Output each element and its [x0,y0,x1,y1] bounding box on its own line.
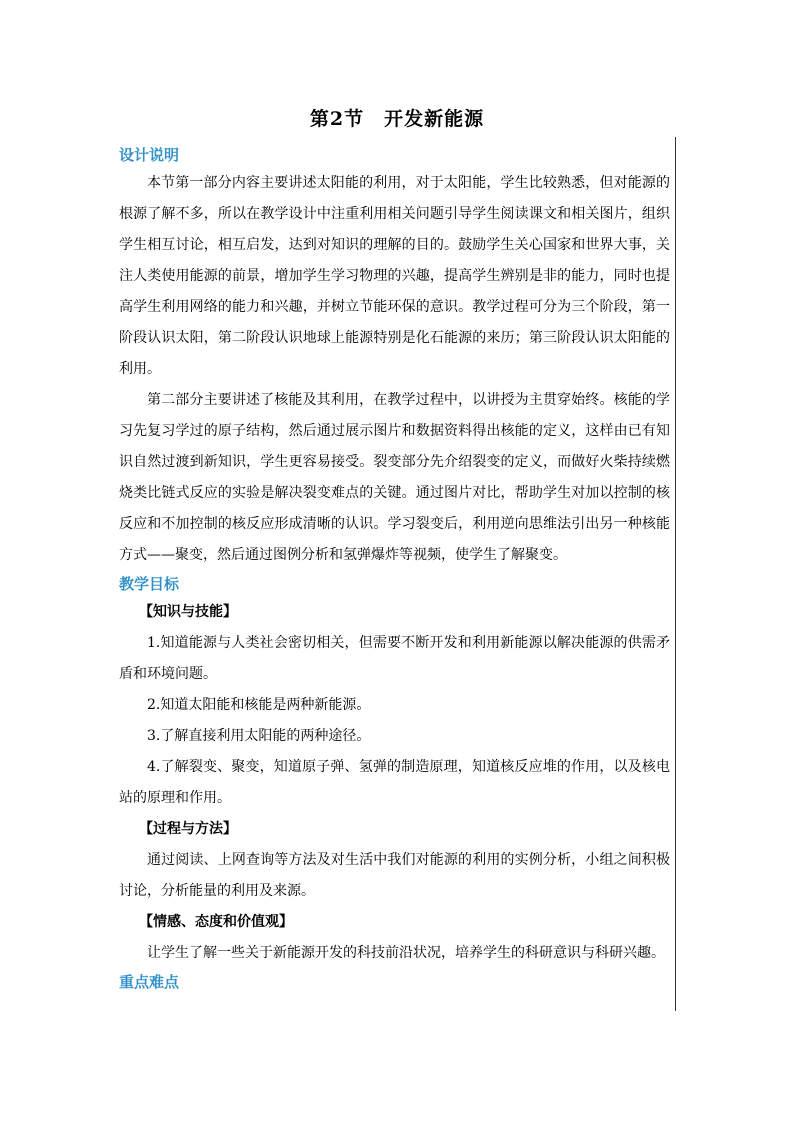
knowledge-skills-label: 【知识与技能】 [139,604,237,620]
knowledge-item-3: 3.了解直接利用太阳能的两种途径。 [147,728,371,744]
section-heading-design: 设计说明 [119,146,180,164]
margin-rule [675,137,676,1011]
emotion-values-text: 让学生了解一些关于新能源开发的科技前沿状况，培养学生的科研意识与科研兴趣。 [147,945,665,961]
knowledge-item-1: 1.知道能源与人类社会密切相关，但需要不断开发和利用新能源以解决能源的供需矛盾和环境问题。 [119,635,670,682]
design-paragraph-2: 第二部分主要讲述了核能及其利用，在教学过程中，以讲授为主贯穿始终。核能的学习先复习学过的原子结构，然后通过展示图片和数据资料得出核能的定义，这样由已有知识自然过渡到新知识，学生更容易接受。裂变部分先介绍裂变的定义，而做好火柴持续燃烧类比链式反应的实验是解决裂变难点的关键。通过图片对比，帮助学生对加以控制的核反应和不加控制的核反应形成清晰的认识。学习裂变后，利用逆向思维法引出另一种核能方式——聚变，然后通过图例分析和氢弹爆炸等视频，使学生了解聚变。 [119,392,670,563]
section-heading-key-points: 重点难点 [119,973,180,991]
design-paragraph-1: 本节第一部分内容主要讲述太阳能的利用，对于太阳能，学生比较熟悉，但对能源的根源了解不多，所以在教学设计中注重利用相关问题引导学生阅读课文和相关图片，组织学生相互讨论，相互启发，达到对知识的理解的目的。鼓励学生关心国家和世界大事，关注人类使用能源的前景，增加学生学习物理的兴趣，提高学生辨别是非的能力，同时也提高学生利用网络的能力和兴趣，并树立节能环保的意识。教学过程可分为三个阶段，第一阶段认识太阳，第二阶段认识地球上能源特别是化石能源的来历；第三阶段认识太阳能的利用。 [119,175,670,377]
document-body [119,142,670,995]
process-methods-label: 【过程与方法】 [139,821,237,837]
page-title: 第2节 开发新能源 [309,108,485,130]
knowledge-item-2: 2.知道太阳能和核能是两种新能源。 [147,697,371,713]
process-methods-text: 通过阅读、上网查询等方法及对生活中我们对能源的利用的实例分析，小组之间积极讨论，分析能量的利用及来源。 [119,852,670,899]
knowledge-item-4: 4.了解裂变、聚变，知道原子弹、氢弹的制造原理，知道核反应堆的作用，以及核电站的原理和作用。 [119,759,670,806]
section-heading-goals: 教学目标 [119,575,180,593]
emotion-values-label: 【情感、态度和价值观】 [139,914,293,930]
